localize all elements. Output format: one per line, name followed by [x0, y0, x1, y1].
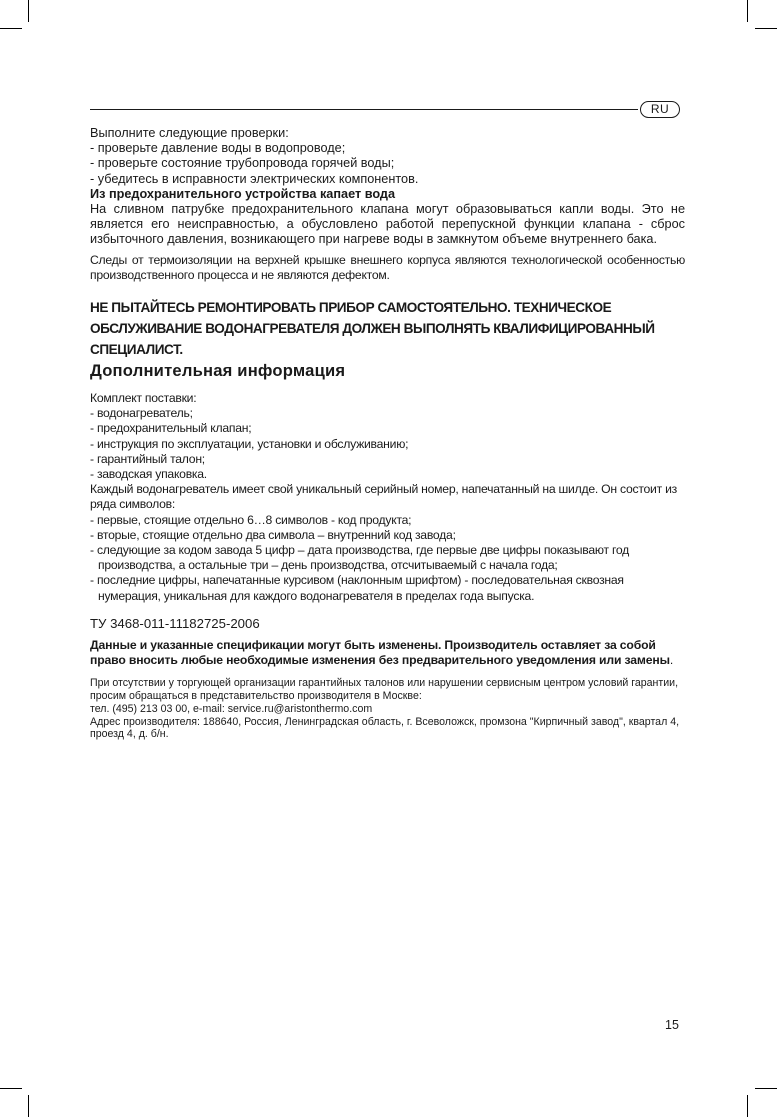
repair-warning: НЕ ПЫТАЙТЕСЬ РЕМОНТИРОВАТЬ ПРИБОР САМОСТОЯТЕЛЬНО. ТЕХНИЧЕСКОЕ ОБСЛУЖИВАНИЕ ВОДОНАГРЕВАТЕЛЯ ДОЛЖЕН ВЫПОЛНЯТЬ КВАЛИФИЦИРОВАННЫЙ СПЕЦИАЛИСТ. [90, 300, 655, 358]
contact-phone-email: тел. (495) 213 03 00, e-mail: service.ru@aristonthermo.com [90, 702, 373, 715]
serial-item: - вторые, стоящие отдельно два символа – внутренний код завода; [90, 527, 456, 542]
valve-drip-heading: Из предохранительного устройства капает вода [90, 186, 396, 201]
tu-code: ТУ 3468-011-11182725-2006 [90, 615, 260, 631]
header-rule [90, 109, 638, 110]
spec-change-tail: . [669, 653, 674, 668]
spec-change-bold: Данные и указанные спецификации могут быть изменены. Производитель оставляет за собой право вносить любые необходимые изменения без предварительного уведомления или замены [90, 637, 670, 668]
manufacturer-address: Адрес производителя: 188640, Россия, Ленинградская область, г. Всеволожск, промзона "Кирпичный завод", квартал 4, проезд 4, д. б/н. [90, 715, 680, 741]
serial-intro: Каждый водонагреватель имеет свой уникальный серийный номер, напечатанный на шилде. Он состоит из ряда символов: [90, 482, 677, 512]
checks-item: - убедитесь в исправности электрических компонентов. [90, 171, 419, 186]
kit-item: - инструкция по эксплуатации, установки и обслуживанию; [90, 436, 409, 451]
crop-mark-top-right [747, 0, 748, 22]
warranty-contact-text: При отсутствии у торгующей организации гарантийных талонов или нарушении сервисным центром условий гарантии, просим обращаться в представительство производителя в Москве: [90, 677, 679, 703]
serial-item: - первые, стоящие отдельно 6…8 символов - код продукта; [90, 512, 412, 527]
checks-item: - проверьте состояние трубопровода горячей воды; [90, 156, 395, 171]
serial-item: - последние цифры, напечатанные курсивом (наклонным шрифтом) - последовательная сквозная нумерация, уникальная для каждого водонагревателя в пределах года выпуска. [90, 573, 624, 603]
insulation-note: Следы от термоизоляции на верхней крышке внешнего корпуса являются технологической особенностью производственного процесса и не являются дефектом. [90, 252, 685, 282]
checks-intro: Выполните следующие проверки: [90, 126, 289, 140]
crop-mark-bottom-right-h [755, 1088, 777, 1089]
page-number: 15 [665, 1018, 679, 1032]
page-content [90, 126, 685, 741]
checks-item: - проверьте давление воды в водопроводе; [90, 141, 346, 156]
kit-item: - гарантийный талон; [90, 451, 205, 466]
spec-change-notice [90, 638, 685, 668]
serial-item: - следующие за кодом завода 5 цифр – дата производства, где первые две цифры показывают год производства, а остальные три – день производства, отсчитываемый с начала года; [90, 543, 630, 573]
crop-mark-bottom-right [747, 1095, 748, 1117]
additional-info-heading: Дополнительная информация [90, 361, 346, 381]
crop-mark-top-right-h [755, 28, 777, 29]
kit-item: - заводская упаковка. [90, 467, 207, 482]
crop-mark-top-left-h [0, 28, 22, 29]
kit-item: - предохранительный клапан; [90, 421, 252, 436]
crop-mark-bottom-left-h [0, 1088, 22, 1089]
kit-intro: Комплект поставки: [90, 391, 197, 406]
language-badge: RU [640, 101, 680, 118]
valve-drip-paragraph: На сливном патрубке предохранительного клапана могут образовываться капли воды. Это не является его неисправностью, а обусловлено работой перепускной функции клапана - сброс избыточного давления, возникающего при нагреве воды в замкнутом объеме внутреннего бака. [90, 202, 685, 247]
crop-mark-bottom-left [28, 1095, 29, 1117]
crop-mark-top-left [28, 0, 29, 22]
kit-item: - водонагреватель; [90, 406, 193, 421]
